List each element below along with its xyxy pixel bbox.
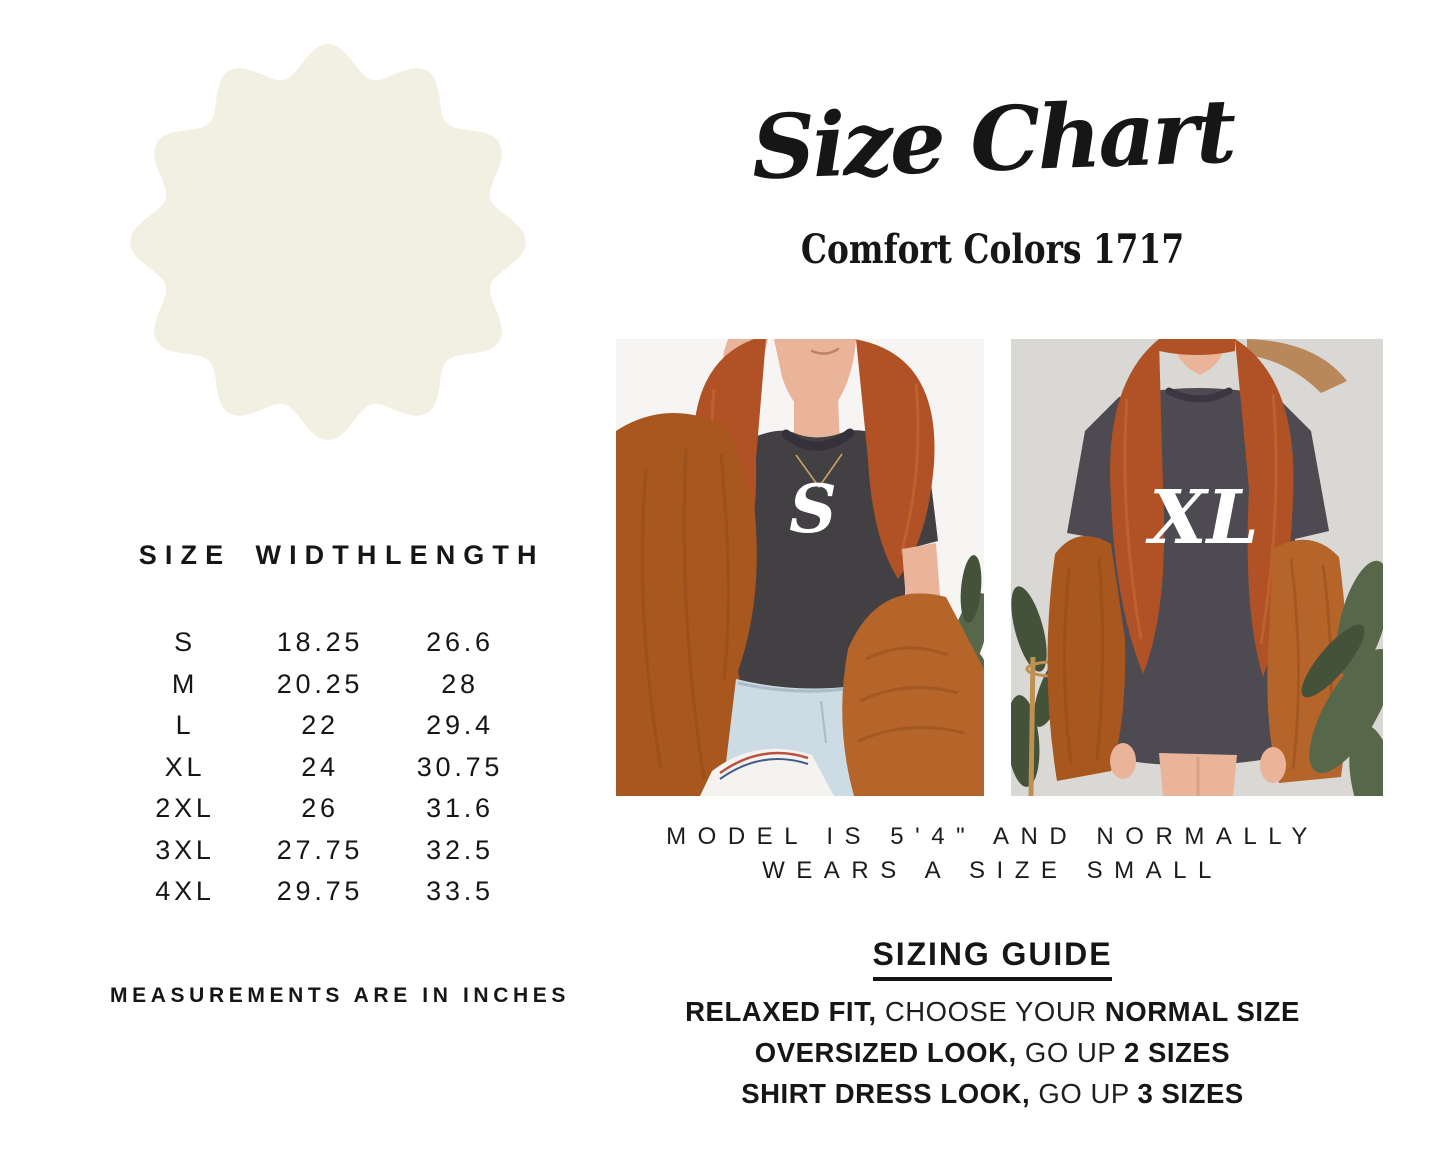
guide-text-bold: OVERSIZED LOOK, [754, 1037, 1017, 1068]
table-row [115, 622, 535, 664]
size-cell: 3XL [155, 834, 215, 865]
sizing-guide-line [602, 1032, 1383, 1073]
width-cell: 26 [301, 793, 339, 824]
length-cell: 26.6 [426, 627, 494, 658]
length-cell: 31.6 [426, 793, 494, 824]
size-cell: 2XL [155, 793, 215, 824]
length-cell: 32.5 [426, 834, 494, 865]
width-cell: 27.75 [276, 834, 364, 865]
size-table-header [115, 540, 545, 571]
width-cell: 18.25 [276, 627, 364, 658]
page-title: Size Chart [750, 78, 1235, 200]
guide-text-bold: SHIRT DRESS LOOK, [741, 1078, 1031, 1109]
guide-text: CHOOSE YOUR [876, 996, 1105, 1027]
guide-text-bold: 2 SIZES [1123, 1037, 1231, 1068]
sizing-guide-lines [602, 991, 1383, 1114]
legs [1159, 753, 1237, 796]
column-header-length: LENGTH [385, 540, 545, 570]
photo-size-s-illustration [616, 339, 984, 796]
size-table [110, 540, 571, 1020]
shirt-size-label-xl: XL [1149, 475, 1259, 561]
title-block [602, 74, 1383, 324]
guide-text-bold: NORMAL SIZE [1104, 996, 1300, 1027]
size-cell: L [175, 710, 195, 741]
measurements-units-note: MEASUREMENTS ARE IN INCHES [110, 984, 571, 1007]
product-name-subtitle: Comfort Colors 1717 [800, 226, 1185, 273]
table-row [115, 664, 535, 706]
size-table-body [115, 622, 535, 913]
column-header-width: WIDTH [255, 540, 385, 570]
length-cell: 29.4 [426, 710, 494, 741]
width-cell: 20.25 [276, 668, 364, 699]
guide-text: GO UP [1016, 1037, 1124, 1068]
model-note [602, 820, 1383, 888]
length-cell: 30.75 [416, 751, 504, 782]
size-cell: 4XL [155, 876, 215, 907]
width-cell: 24 [301, 751, 339, 782]
guide-text: GO UP [1030, 1078, 1138, 1109]
table-row [115, 788, 535, 830]
model-note-line1: MODEL IS 5'4" AND NORMALLY [666, 823, 1319, 850]
size-cell: S [174, 627, 196, 658]
shirt-size-label-s: S [789, 470, 837, 548]
photo-model-size-s [616, 339, 984, 796]
table-row [115, 747, 535, 789]
sizing-guide [602, 936, 1383, 1114]
table-row [115, 830, 535, 872]
color-swatch-scallop [128, 42, 528, 442]
column-header-size: SIZE [138, 540, 232, 570]
table-row [115, 705, 535, 747]
size-cell: XL [164, 751, 206, 782]
table-row [115, 871, 535, 913]
width-cell: 22 [301, 710, 339, 741]
width-cell: 29.75 [276, 876, 364, 907]
sizing-guide-line [602, 991, 1383, 1032]
guide-text-bold: RELAXED FIT, [685, 996, 877, 1027]
photo-model-size-xl [1011, 339, 1383, 796]
size-cell: M [171, 668, 199, 699]
photo-size-xl-illustration [1011, 339, 1383, 796]
model-note-line2: WEARS A SIZE SMALL [762, 857, 1223, 884]
sizing-guide-heading: SIZING GUIDE [873, 936, 1113, 981]
sizing-guide-line [602, 1073, 1383, 1114]
guide-text-bold: 3 SIZES [1137, 1078, 1244, 1109]
length-cell: 28 [441, 668, 479, 699]
length-cell: 33.5 [426, 876, 494, 907]
